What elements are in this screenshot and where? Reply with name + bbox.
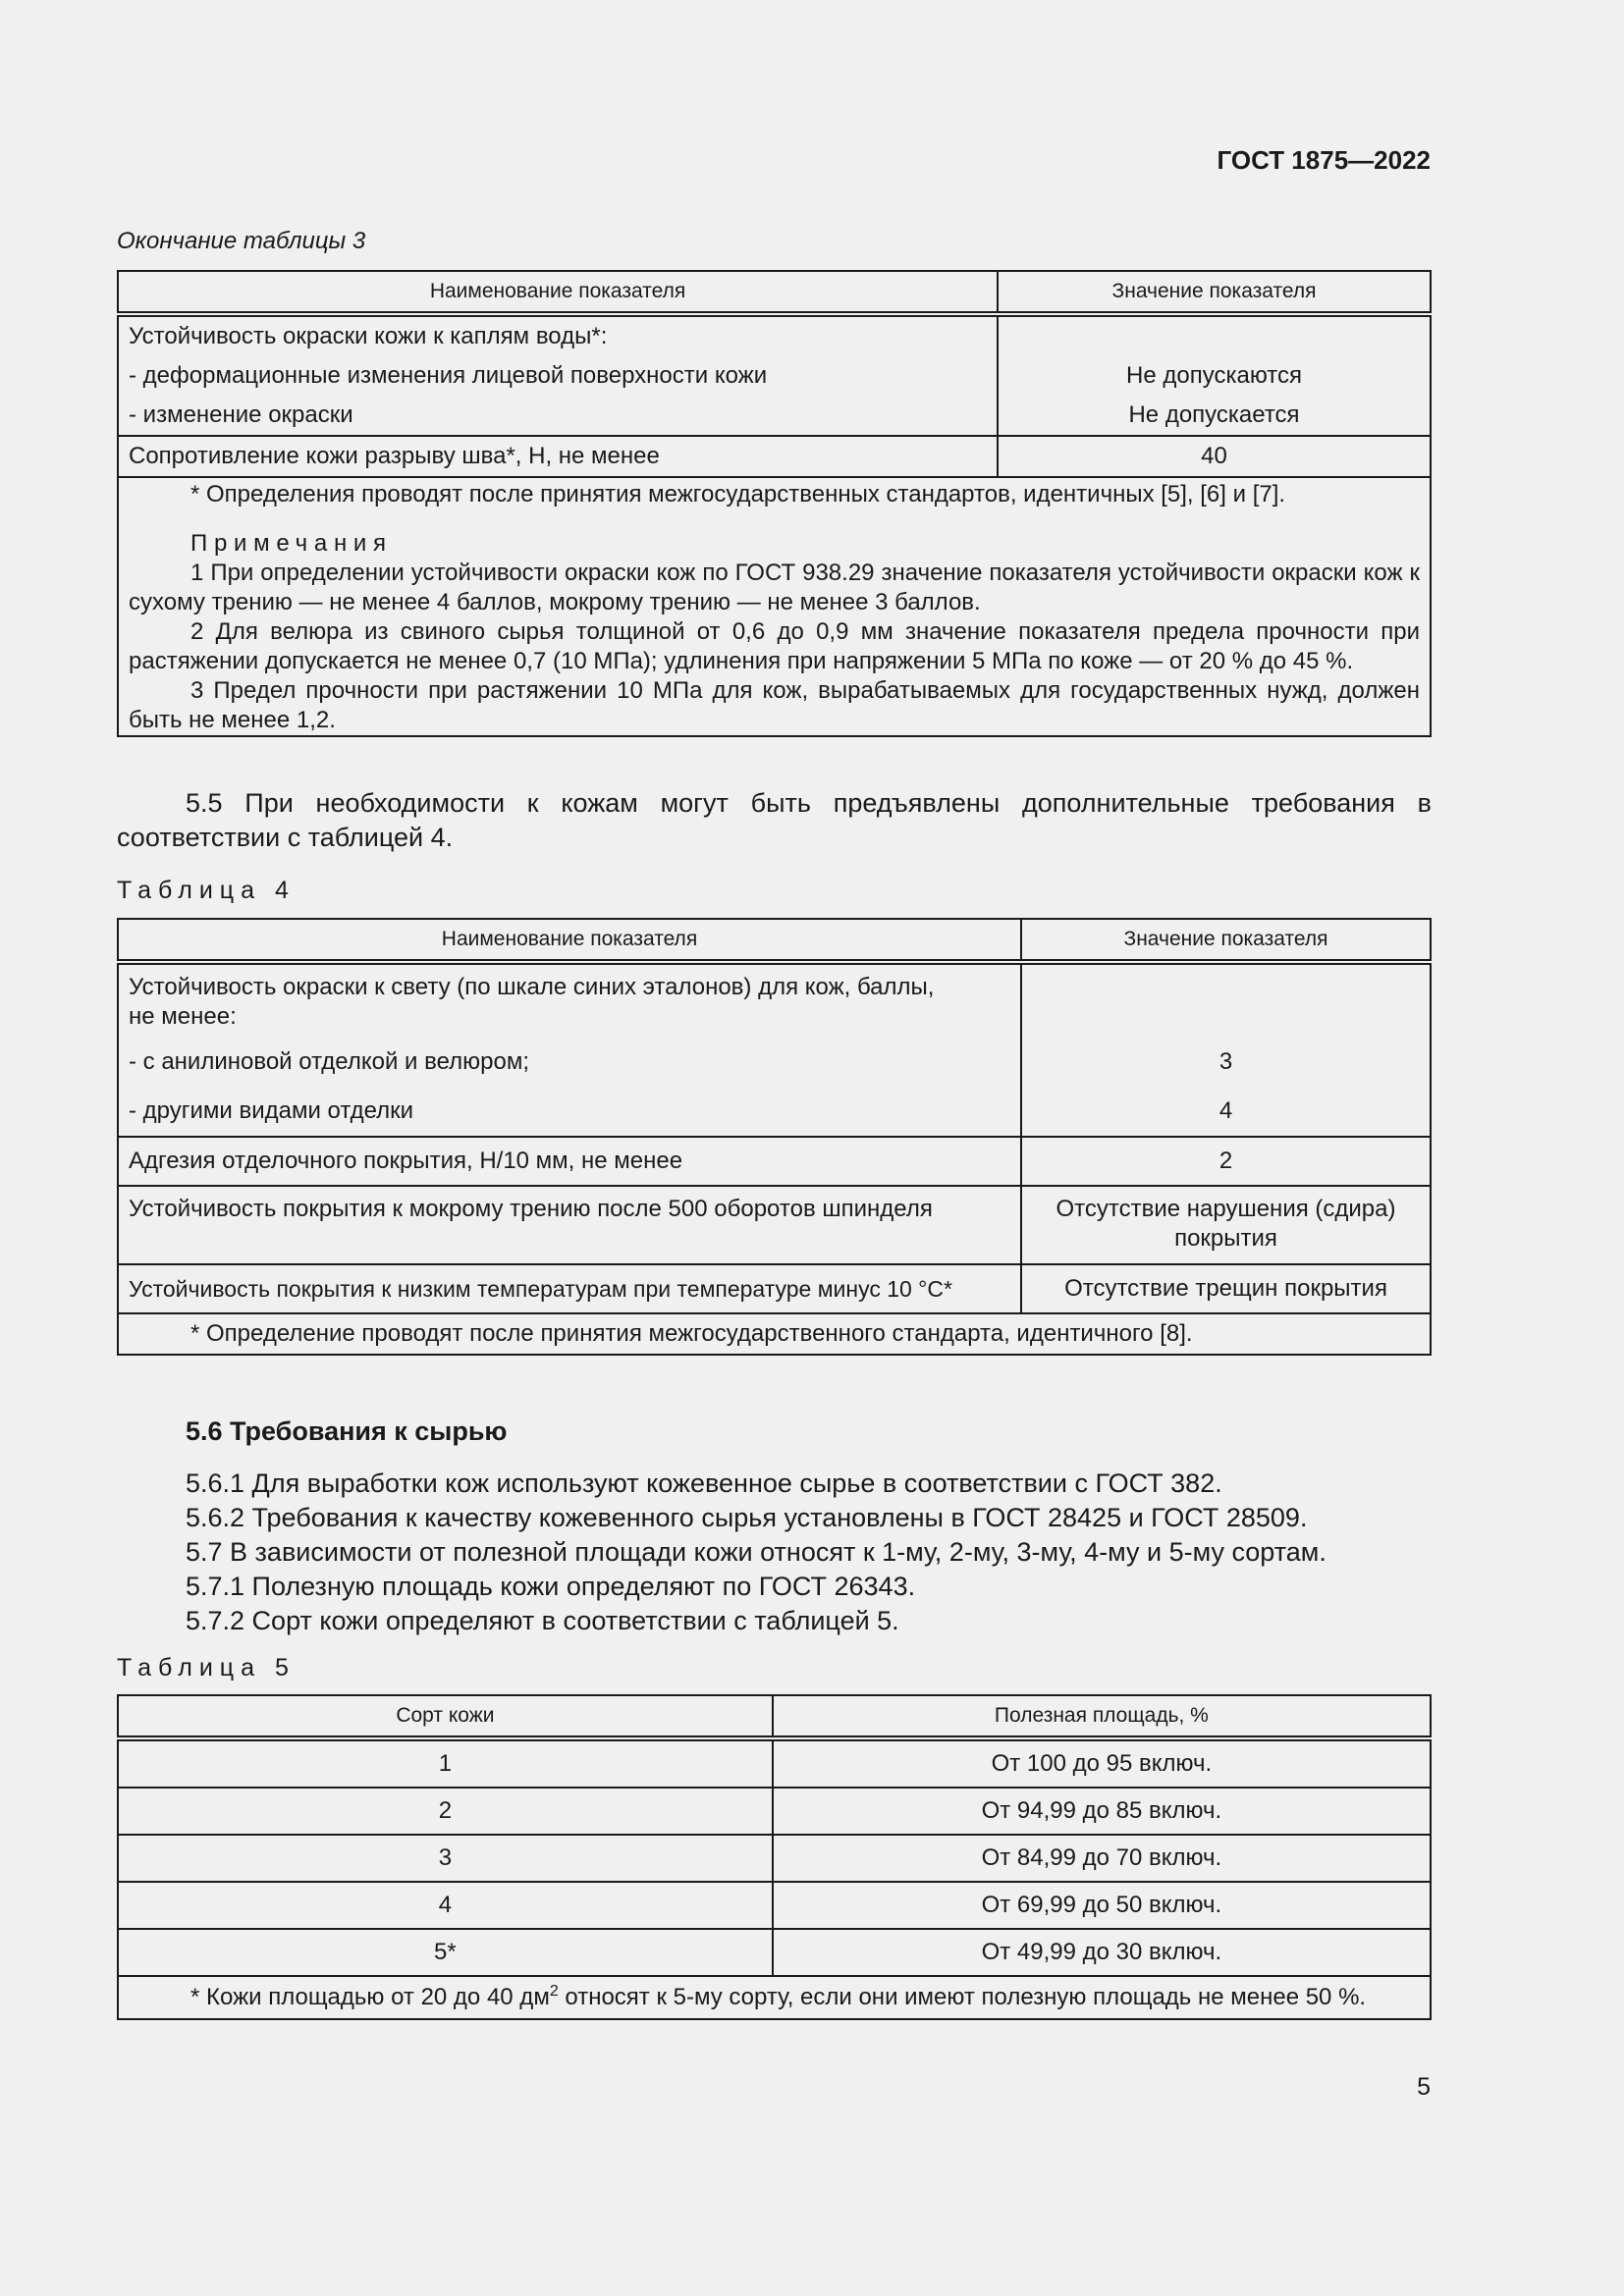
table-row [118, 1738, 1431, 1788]
footnote-text: * Кожи площадью от 20 до 40 дм [190, 1984, 550, 2010]
table4-footnote: * Определение проводят после принятия межгосударственного стандарта, идентичного [8]. [190, 1320, 1193, 1347]
table4-label: Таблица 4 [117, 877, 296, 904]
table-row [118, 1313, 1431, 1355]
cell-text: Устойчивость окраски кожи к каплям воды*: [129, 323, 608, 349]
page-number: 5 [1417, 2073, 1431, 2101]
table-row [118, 1929, 1431, 1976]
cell-text: 2 [1218, 1148, 1233, 1174]
cell-text: - другими видами отделки [129, 1097, 414, 1124]
cell-text: 3 [438, 1844, 453, 1871]
cell-text: 5* [434, 1939, 457, 1965]
table-row [118, 1788, 1431, 1835]
cell-text: 3 [1218, 1048, 1233, 1075]
cell-text: Устойчивость окраски к свету (по шкале синих эталонов) для кож, баллы, не менее: [129, 974, 935, 1030]
cell-text: - с анилиновой отделкой и велюром; [129, 1048, 529, 1075]
cell-text: - деформационные изменения лицевой поверхности кожи [129, 362, 768, 389]
cell-text: Отсутствие нарушения (сдира) покрытия [1056, 1196, 1396, 1252]
table4-header-value: Значение показателя [1021, 919, 1431, 962]
cell-text: От 69,99 до 50 включ. [981, 1892, 1222, 1918]
table5-footnote [129, 1977, 1420, 2018]
list-item: 5.7.1 Полезную площадь кожи определяют по ГОСТ 26343. [186, 1572, 916, 1601]
list-item: 5.6.1 Для выработки кож используют кожевенное сырье в соответствии с ГОСТ 382. [186, 1468, 1222, 1498]
cell-text: Отсутствие трещин покрытия [1064, 1275, 1387, 1302]
table-4 [117, 918, 1432, 1356]
table-row [118, 436, 1431, 477]
table-row [118, 962, 1431, 1137]
cell-text: 4 [1218, 1097, 1233, 1124]
table-row [118, 1882, 1431, 1929]
table-row [118, 477, 1431, 736]
cell-text: Не допускается [1128, 401, 1300, 428]
table-row [118, 1264, 1431, 1313]
table4-header-name: Наименование показателя [118, 919, 1021, 962]
list-item: 5.7.2 Сорт кожи определяют в соответствии с таблицей 5. [186, 1606, 899, 1635]
cell-text: 4 [438, 1892, 453, 1918]
table3-footnote: * Определения проводят после принятия межгосударственных стандартов, идентичных [5], [6] и [7]. [190, 481, 1286, 507]
table3-note-2: 2 Для велюра из свиного сырья толщиной от 0,6 до 0,9 мм значение показателя предела прочности при растяжении допускается не менее 0,7 (10 МПа); удлинения при напряжении 5 МПа по коже — от 20 % до 45 %. [129, 618, 1420, 674]
table-row [118, 1137, 1431, 1186]
cell-text: Сопротивление кожи разрыву шва*, Н, не менее [129, 443, 660, 469]
cell-text: 40 [1201, 443, 1227, 469]
cell-text: - изменение окраски [129, 401, 353, 428]
cell-text: От 94,99 до 85 включ. [981, 1797, 1222, 1824]
paragraph-5-5: 5.5 При необходимости к кожам могут быть предъявлены дополнительные требования в соответствии с таблицей 4. [117, 788, 1432, 852]
cell-text: Устойчивость покрытия к мокрому трению после 500 оборотов шпинделя [129, 1196, 933, 1222]
table-row [118, 1186, 1431, 1264]
table-3 [117, 270, 1432, 737]
section-5-6-heading: 5.6 Требования к сырью [186, 1416, 508, 1446]
table5-header-grade: Сорт кожи [118, 1695, 773, 1738]
list-item: 5.7 В зависимости от полезной площади кожи относят к 1-му, 2-му, 3-му, 4-му и 5-му сортам. [186, 1537, 1326, 1567]
superscript: 2 [549, 1983, 559, 2000]
cell-text: От 84,99 до 70 включ. [981, 1844, 1222, 1871]
cell-text: От 49,99 до 30 включ. [981, 1939, 1222, 1965]
table5-label: Таблица 5 [117, 1654, 296, 1682]
table3-caption: Окончание таблицы 3 [117, 228, 366, 254]
table3-note-3: 3 Предел прочности при растяжении 10 МПа для кож, вырабатываемых для государственных нужд, должен быть не менее 1,2. [129, 677, 1420, 733]
cell-text: Устойчивость покрытия к низким температурам при температуре минус 10 °С* [129, 1276, 952, 1302]
table3-notes-title: Примечания [190, 530, 393, 557]
cell-text: Не допускаются [1126, 362, 1303, 389]
table-row [118, 314, 1431, 436]
table-row [118, 1976, 1431, 2019]
cell-text: От 100 до 95 включ. [991, 1750, 1213, 1777]
table-5 [117, 1694, 1432, 2020]
cell-text: 1 [438, 1750, 453, 1777]
table3-header-value: Значение показателя [998, 271, 1431, 314]
cell-text [1008, 317, 1420, 356]
table5-header-area: Полезная площадь, % [773, 1695, 1431, 1738]
table3-note-1: 1 При определении устойчивости окраски кож по ГОСТ 938.29 значение показателя устойчивости окраски кож к сухому трению — не менее 4 баллов, мокрому трению — не менее 3 баллов. [129, 560, 1420, 615]
list-item: 5.6.2 Требования к качеству кожевенного сырья установлены в ГОСТ 28425 и ГОСТ 28509. [186, 1503, 1308, 1532]
cell-text: 2 [438, 1797, 453, 1824]
cell-text: Адгезия отделочного покрытия, Н/10 мм, не менее [129, 1148, 683, 1174]
footnote-text: относят к 5-му сорту, если они имеют полезную площадь не менее 50 %. [558, 1984, 1367, 2010]
table-row [118, 1835, 1431, 1882]
section-5-6-list [186, 1467, 1326, 1638]
document-code: ГОСТ 1875—2022 [1217, 145, 1431, 175]
table3-header-name: Наименование показателя [118, 271, 998, 314]
